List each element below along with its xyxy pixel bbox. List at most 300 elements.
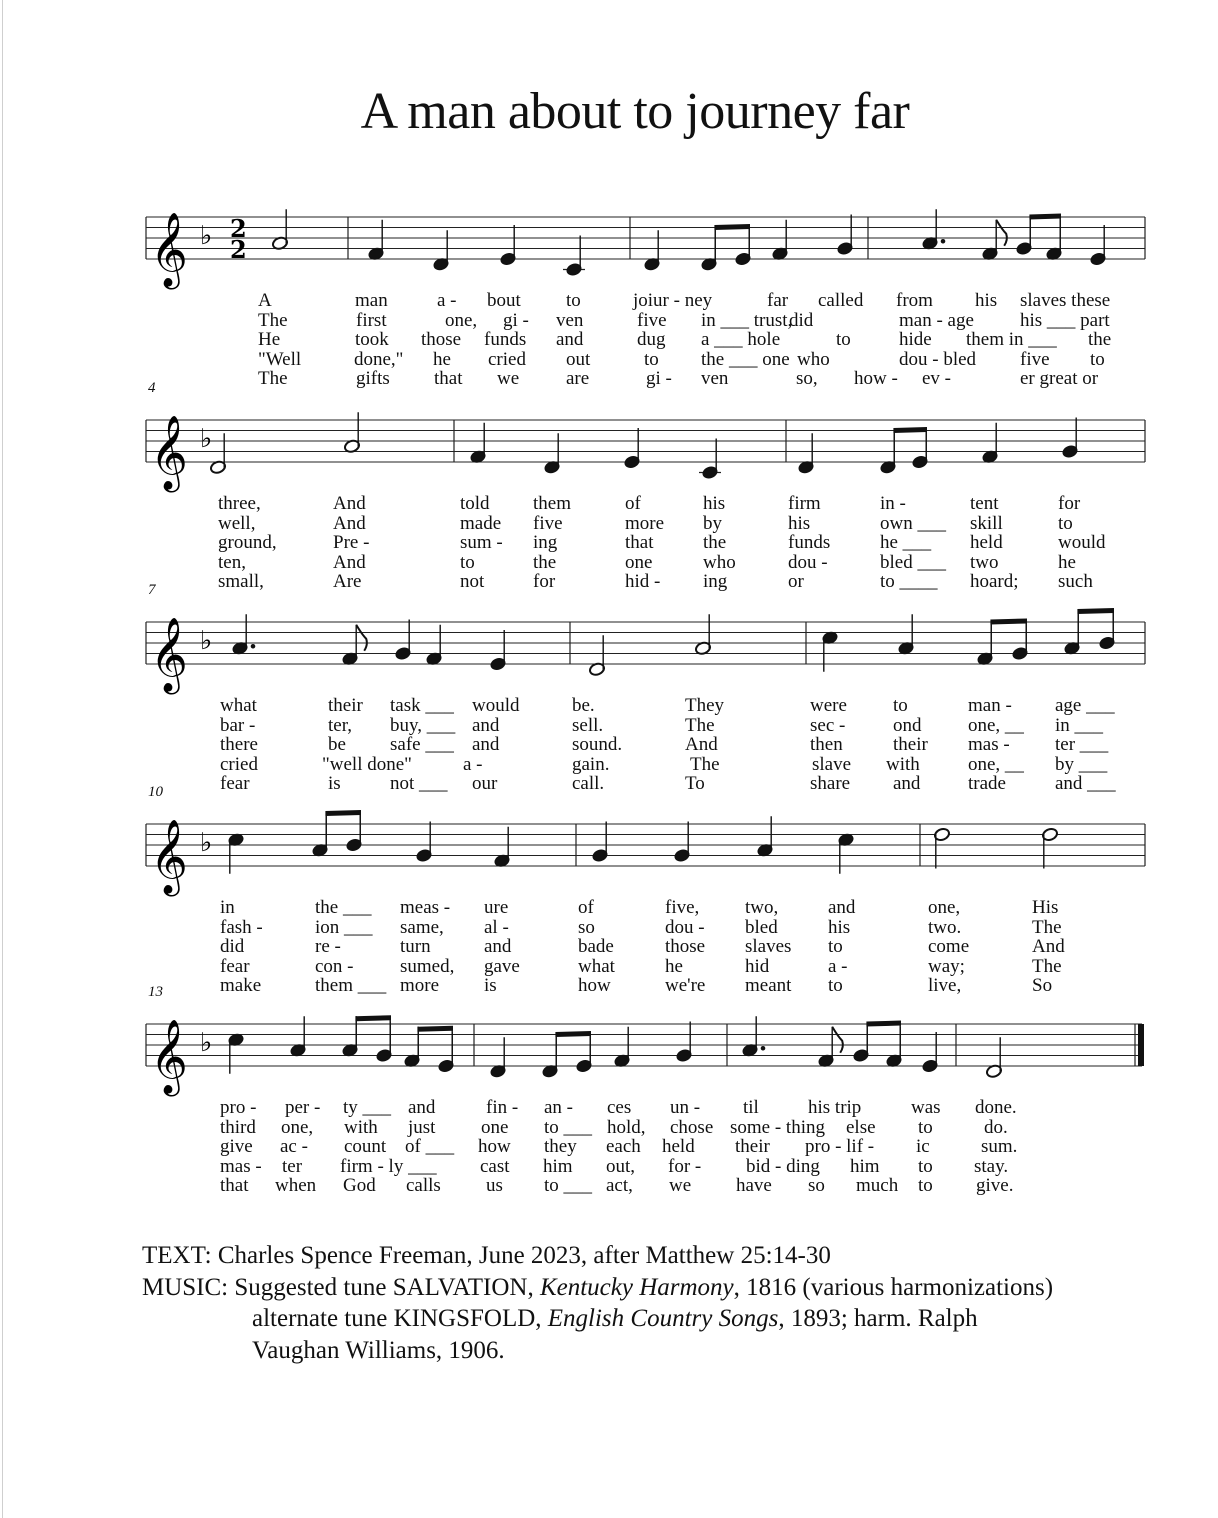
lyric-syllable: man - (968, 695, 1012, 716)
treble-clef-icon: 𝄞 (150, 213, 188, 287)
lyric-syllable: so (808, 1175, 825, 1197)
lyric-syllable: done," (354, 348, 404, 370)
lyric-syllable: cast (480, 1155, 510, 1177)
lyric-syllable: sound. (572, 734, 623, 756)
lyric-syllable: so, (796, 368, 818, 390)
lyric-syllable: to (893, 695, 908, 716)
lyrics-system-3 (0, 696, 1218, 796)
treble-clef-icon: 𝄞 (150, 416, 188, 490)
lyric-syllable: were (810, 695, 847, 716)
lyric-syllable: they (544, 1136, 577, 1158)
lyric-syllable: age ___ (1055, 695, 1115, 716)
lyric-syllable: to (918, 1155, 933, 1177)
lyric-syllable: and (484, 936, 512, 958)
lyric-syllable: ure (484, 897, 509, 918)
beam (355, 1015, 391, 1021)
treble-clef-icon: 𝄞 (150, 618, 188, 692)
lyric-syllable: with (886, 753, 920, 775)
lyric-syllable: sum. (981, 1136, 1018, 1158)
lyric-syllable: a - (463, 753, 483, 775)
flat-icon: ♭ (200, 1028, 213, 1058)
lyric-syllable: far (767, 290, 789, 311)
lyric-syllable: small, (218, 571, 264, 593)
lyric-syllable: one, __ (968, 714, 1024, 736)
lyric-syllable: til (743, 1097, 759, 1118)
lyric-syllable: call. (572, 773, 605, 795)
beam (714, 224, 750, 230)
lyric-syllable: Pre - (333, 532, 370, 554)
alternate-tune-credit (142, 1303, 1053, 1335)
lyric-syllable: told (460, 493, 490, 514)
lyric-syllable: of ___ (405, 1136, 455, 1158)
beam (866, 1021, 901, 1027)
lyric-syllable: ic (916, 1136, 930, 1158)
lyric-syllable: task ___ (390, 695, 454, 716)
lyric-syllable: first (356, 309, 387, 331)
lyric-syllable: that (220, 1175, 249, 1197)
lyric-syllable: A (258, 290, 272, 311)
lyric-syllable: three, (218, 493, 261, 514)
lyric-syllable: in (220, 897, 235, 918)
lyric-syllable: of (578, 897, 594, 918)
lyric-syllable: called (818, 290, 864, 311)
lyric-syllable: "well done" (322, 753, 412, 775)
flat-icon: ♭ (200, 221, 213, 251)
eighth-flag (996, 220, 1007, 246)
lyric-syllable: "Well (258, 348, 302, 370)
lyric-syllable: way; (928, 955, 965, 977)
lyrics-system-1 (0, 291, 1218, 391)
lyric-syllable: we're (665, 975, 706, 997)
treble-clef-icon: 𝄞 (150, 820, 188, 894)
lyric-syllable: hid (745, 955, 770, 977)
lyric-syllable: done. (975, 1097, 1017, 1118)
lyric-syllable: them (533, 493, 571, 514)
lyric-syllable: five (533, 512, 563, 534)
lyric-syllable: us (486, 1175, 503, 1197)
lyric-syllable: cried (220, 753, 258, 775)
lyric-syllable: And (1032, 936, 1065, 958)
lyric-syllable: who (703, 551, 736, 573)
lyric-syllable: did (789, 309, 814, 331)
lyric-syllable: in - (880, 493, 906, 514)
lyric-syllable: dou - (665, 916, 705, 938)
lyric-syllable: er great or (1020, 368, 1099, 390)
lyric-syllable: out (566, 348, 591, 370)
lyric-syllable: They (685, 695, 725, 716)
lyric-syllable: the ___ one (701, 348, 790, 370)
lyric-syllable: cried (488, 348, 526, 370)
lyric-syllable: and (556, 329, 584, 351)
music-credit-source: Kentucky Harmony (539, 1273, 734, 1301)
lyric-syllable: are (566, 368, 590, 390)
lyric-syllable: a ___ hole (701, 329, 781, 351)
beam (893, 427, 927, 433)
lyric-syllable: gi - (646, 368, 672, 390)
lyric-syllable: ter ___ (1055, 734, 1109, 756)
lyric-syllable: him (850, 1155, 880, 1177)
lyric-syllable: mas - (220, 1155, 262, 1177)
lyric-syllable: to (918, 1116, 933, 1138)
lyric-syllable: he (1058, 551, 1076, 573)
lyric-syllable: to (566, 290, 581, 311)
lyric-syllable: there (220, 734, 258, 756)
lyrics-system-5 (0, 1098, 1218, 1198)
lyric-syllable: firm - ly ___ (340, 1155, 437, 1177)
music-system-2 (0, 380, 1218, 598)
beam (555, 1031, 591, 1037)
lyric-syllable: ter (282, 1155, 303, 1177)
lyric-syllable: gifts (356, 368, 390, 390)
lyric-syllable: a - (437, 290, 457, 311)
lyric-syllable: ten, (218, 551, 246, 573)
treble-clef-icon: 𝄞 (150, 1020, 188, 1094)
lyric-syllable: trade (968, 773, 1006, 795)
lyric-syllable: our (472, 773, 498, 795)
lyric-syllable: bar - (220, 714, 256, 736)
lyric-syllable: fear (220, 955, 250, 977)
lyric-syllable: his (975, 290, 998, 311)
lyric-syllable: slaves (745, 936, 792, 958)
lyric-syllable: He (258, 329, 281, 351)
lyric-syllable: The (690, 753, 720, 775)
measure-number: 10 (148, 784, 163, 800)
lyric-syllable: live, (928, 975, 962, 997)
lyric-syllable: those (421, 329, 462, 351)
lyric-syllable: for (533, 571, 556, 593)
lyric-syllable: bled ___ (880, 551, 946, 573)
lyric-syllable: how (578, 975, 611, 997)
lyric-syllable: in ___ (1055, 714, 1104, 736)
lyric-syllable: To (685, 773, 705, 795)
beam (990, 619, 1027, 625)
lyric-syllable: out, (606, 1155, 636, 1177)
lyric-syllable: the ___ (315, 897, 372, 918)
lyric-syllable: one, __ (968, 753, 1024, 775)
lyric-syllable: his (828, 916, 851, 938)
lyric-syllable: a - (828, 955, 848, 977)
lyric-syllable: act, (606, 1175, 633, 1197)
lyrics-system-2 (0, 494, 1218, 594)
lyric-syllable: And (333, 493, 366, 514)
lyric-syllable: and (472, 734, 500, 756)
lyric-syllable: by ___ (1055, 753, 1108, 775)
lyric-syllable: ev - (922, 368, 952, 390)
lyric-syllable: we (669, 1175, 692, 1197)
lyric-syllable: give (220, 1136, 253, 1158)
eighth-flag (356, 625, 367, 651)
lyric-syllable: dou - (788, 551, 828, 573)
lyric-syllable: of (625, 493, 641, 514)
lyric-syllable: their (893, 734, 928, 756)
lyric-syllable: would (472, 695, 520, 716)
lyric-syllable: slaves these (1020, 290, 1111, 311)
flat-icon: ♭ (200, 828, 213, 858)
lyric-syllable: with (344, 1116, 378, 1138)
dot (761, 1046, 766, 1051)
lyric-syllable: the (533, 551, 557, 573)
final-barline (1138, 1024, 1144, 1066)
lyric-syllable: be (328, 734, 346, 756)
lyric-syllable: one (625, 551, 653, 573)
lyric-syllable: give. (976, 1175, 1014, 1197)
text-credit: TEXT: Charles Spence Freeman, June 2023, after Matthew 25:14-30 (142, 1242, 831, 1269)
harmonizer-credit: Vaughan Williams, 1906. (252, 1336, 505, 1364)
lyric-syllable: by (703, 512, 722, 534)
lyric-syllable: And (333, 551, 366, 573)
measure-number: 13 (148, 984, 163, 1000)
lyric-syllable: The (1032, 955, 1062, 977)
lyric-syllable: we (497, 368, 520, 390)
lyric-syllable: to (644, 348, 659, 370)
lyric-syllable: bade (578, 936, 614, 958)
lyric-syllable: what (578, 955, 615, 977)
lyric-syllable: just (408, 1116, 436, 1138)
lyric-syllable: more (625, 512, 665, 534)
lyric-syllable: is (328, 773, 341, 795)
lyric-syllable: took (355, 329, 389, 351)
lyric-syllable: one, (928, 897, 961, 918)
lyric-syllable: ven (701, 368, 729, 390)
lyric-syllable: tent (970, 493, 999, 514)
measure-number: 4 (148, 380, 156, 396)
lyric-syllable: The (258, 368, 288, 390)
beam (325, 810, 361, 816)
alt-credit-source: English Country Songs (547, 1305, 779, 1332)
lyric-syllable: come (928, 936, 970, 958)
lyric-syllable: his ___ part (1020, 309, 1110, 331)
lyric-syllable: made (460, 512, 502, 534)
lyric-syllable: held (970, 532, 1003, 554)
lyric-syllable: well, (218, 512, 256, 534)
lyric-syllable: when (275, 1175, 317, 1197)
lyric-syllable: for (1058, 493, 1081, 514)
lyric-syllable: ing (703, 571, 728, 593)
lyric-syllable: more (400, 975, 440, 997)
flat-icon: ♭ (200, 424, 213, 454)
lyric-syllable: skill (970, 512, 1003, 534)
lyric-syllable: his trip (808, 1097, 862, 1118)
lyric-syllable: firm (788, 493, 821, 514)
lyric-syllable: what (220, 695, 257, 716)
lyric-syllable: and (828, 897, 856, 918)
credits-block (142, 1240, 1053, 1366)
lyric-syllable: sum - (460, 532, 503, 554)
lyric-syllable: he ___ (880, 532, 932, 554)
lyric-syllable: share (810, 773, 851, 795)
lyrics-system-4 (0, 898, 1218, 998)
lyric-syllable: buy, ___ (390, 714, 456, 736)
measure-number: 7 (148, 582, 156, 598)
lyric-syllable: bout (487, 290, 521, 311)
lyric-syllable: to (918, 1175, 933, 1197)
lyric-syllable: five, (665, 897, 700, 918)
lyric-syllable: for - (668, 1155, 702, 1177)
time-signature-top: 2 (230, 214, 247, 243)
lyric-syllable: bled (745, 916, 778, 938)
lyric-syllable: who (797, 348, 830, 370)
dot (251, 644, 256, 649)
lyric-syllable: an - (544, 1097, 574, 1118)
lyric-syllable: mas - (968, 734, 1010, 756)
lyric-syllable: and (472, 714, 500, 736)
lyric-syllable: to (1090, 348, 1105, 370)
lyric-syllable: ion ___ (315, 916, 373, 938)
lyric-syllable: one, (281, 1116, 314, 1138)
music-credit-part: , 1816 (various harmonizations) (733, 1273, 1054, 1301)
lyric-syllable: funds (484, 329, 527, 351)
lyric-syllable: funds (788, 532, 831, 554)
lyric-syllable: their (328, 695, 363, 716)
lyric-syllable: pro - lif - (805, 1136, 875, 1158)
lyric-syllable: al - (484, 916, 509, 938)
lyric-syllable: and ___ (1055, 773, 1116, 795)
lyric-syllable: his (788, 512, 811, 534)
flat-icon: ♭ (200, 626, 213, 656)
alt-credit-part: , 1893; harm. Ralph (778, 1305, 978, 1332)
lyric-syllable: per - (285, 1097, 321, 1118)
lyric-syllable: count (344, 1136, 387, 1158)
lyric-syllable: hid - (625, 571, 661, 593)
lyric-syllable: would (1058, 532, 1106, 554)
lyric-syllable: slave (812, 753, 852, 775)
lyric-syllable: one (481, 1116, 509, 1138)
lyric-syllable: make (220, 975, 262, 997)
lyric-syllable: turn (400, 936, 431, 958)
lyric-syllable: their (735, 1136, 770, 1158)
lyric-syllable: The (258, 309, 288, 331)
lyric-syllable: to (836, 329, 851, 351)
lyric-syllable: did (220, 936, 245, 958)
lyric-syllable: gain. (572, 753, 610, 775)
lyric-syllable: each (606, 1136, 641, 1158)
lyric-syllable: So (1032, 975, 1053, 997)
beam (1029, 214, 1061, 220)
lyric-syllable: ty ___ (343, 1097, 392, 1118)
lyric-syllable: calls (406, 1175, 441, 1197)
lyric-syllable: to ___ (544, 1116, 593, 1138)
lyric-syllable: Are (333, 571, 362, 593)
lyric-syllable: held (662, 1136, 695, 1158)
lyric-syllable: or (788, 571, 804, 593)
lyric-syllable: how (478, 1136, 511, 1158)
eighth-flag (832, 1027, 843, 1053)
lyric-syllable: some - thing (730, 1116, 825, 1138)
lyric-syllable: ven (556, 309, 584, 331)
lyric-syllable: And (333, 512, 366, 534)
lyric-syllable: was (911, 1097, 941, 1118)
music-credit-part: MUSIC: Suggested tune SALVATION, (142, 1273, 540, 1301)
lyric-syllable: that (434, 368, 463, 390)
lyric-syllable: ac - (280, 1136, 308, 1158)
lyric-syllable: do. (984, 1116, 1008, 1138)
lyric-syllable: meas - (400, 897, 451, 918)
lyric-syllable: him (543, 1155, 573, 1177)
lyric-syllable: man - age (899, 309, 974, 331)
lyric-syllable: sumed, (400, 955, 455, 977)
lyric-syllable: in ___ trust, (701, 309, 793, 331)
lyric-syllable: meant (745, 975, 792, 997)
lyric-syllable: chose (670, 1116, 714, 1138)
lyric-syllable: sell. (572, 714, 604, 736)
lyric-syllable: and (408, 1097, 436, 1118)
lyric-syllable: one, (445, 309, 478, 331)
lyric-syllable: man (355, 290, 388, 311)
lyric-syllable: else (846, 1116, 876, 1138)
lyric-syllable: to (828, 936, 843, 958)
lyric-syllable: dou - bled (899, 348, 977, 370)
hymn-title: A man about to journey far (360, 83, 910, 140)
lyric-syllable: two, (745, 897, 779, 918)
lyric-syllable: not ___ (390, 773, 448, 795)
lyric-syllable: fin - (486, 1097, 519, 1118)
lyric-syllable: the (1088, 329, 1112, 351)
alt-credit-part: alternate tune KINGSFOLD, (252, 1305, 548, 1332)
lyric-syllable: such (1058, 571, 1093, 593)
lyric-syllable: be. (572, 695, 595, 716)
lyric-syllable: bid - ding (746, 1155, 820, 1177)
lyric-syllable: ter, (328, 714, 353, 736)
lyric-syllable: And (685, 734, 718, 756)
lyric-syllable: then (810, 734, 843, 756)
lyric-syllable: un - (670, 1097, 701, 1118)
beam (1077, 608, 1114, 614)
lyric-syllable: own ___ (880, 512, 946, 534)
lyric-syllable: to (1058, 512, 1073, 534)
lyric-syllable: two (970, 551, 999, 573)
lyric-syllable: two. (928, 916, 962, 938)
lyric-syllable: joiur - ney (633, 290, 713, 311)
lyric-syllable: his (703, 493, 726, 514)
lyric-syllable: same, (400, 916, 444, 938)
lyric-syllable: hide (899, 329, 932, 351)
lyric-syllable: much (856, 1175, 899, 1197)
music-system-1 (0, 195, 1218, 395)
lyric-syllable: ond (893, 714, 922, 736)
lyric-syllable: ces (607, 1097, 632, 1118)
lyric-syllable: not (460, 571, 485, 593)
lyric-syllable: ing (533, 532, 558, 554)
lyric-syllable: those (665, 936, 706, 958)
lyric-syllable: five (1020, 348, 1050, 370)
lyric-syllable: five (637, 309, 667, 331)
music-credit (142, 1272, 1053, 1304)
dot (941, 239, 946, 244)
lyric-syllable: stay. (974, 1155, 1009, 1177)
lyric-syllable: to ____ (880, 571, 938, 593)
lyric-syllable: pro - (220, 1097, 257, 1118)
lyric-syllable: that (625, 532, 654, 554)
lyric-syllable: gave (484, 955, 520, 977)
lyric-syllable: he (433, 348, 451, 370)
lyric-syllable: he (665, 955, 683, 977)
lyric-syllable: The (685, 714, 715, 736)
beam (417, 1026, 453, 1032)
lyric-syllable: His (1032, 897, 1059, 918)
lyric-syllable: how - (854, 368, 898, 390)
lyric-syllable: The (1032, 916, 1062, 938)
lyric-syllable: fash - (220, 916, 263, 938)
lyric-syllable: God (343, 1175, 376, 1197)
lyric-syllable: con - (315, 955, 354, 977)
lyric-syllable: dug (637, 329, 666, 351)
lyric-syllable: sec - (810, 714, 846, 736)
lyric-syllable: safe ___ (390, 734, 454, 756)
lyric-syllable: to (828, 975, 843, 997)
lyric-syllable: is (484, 975, 497, 997)
lyric-syllable: them in ___ (966, 329, 1057, 351)
lyric-syllable: to (460, 551, 475, 573)
